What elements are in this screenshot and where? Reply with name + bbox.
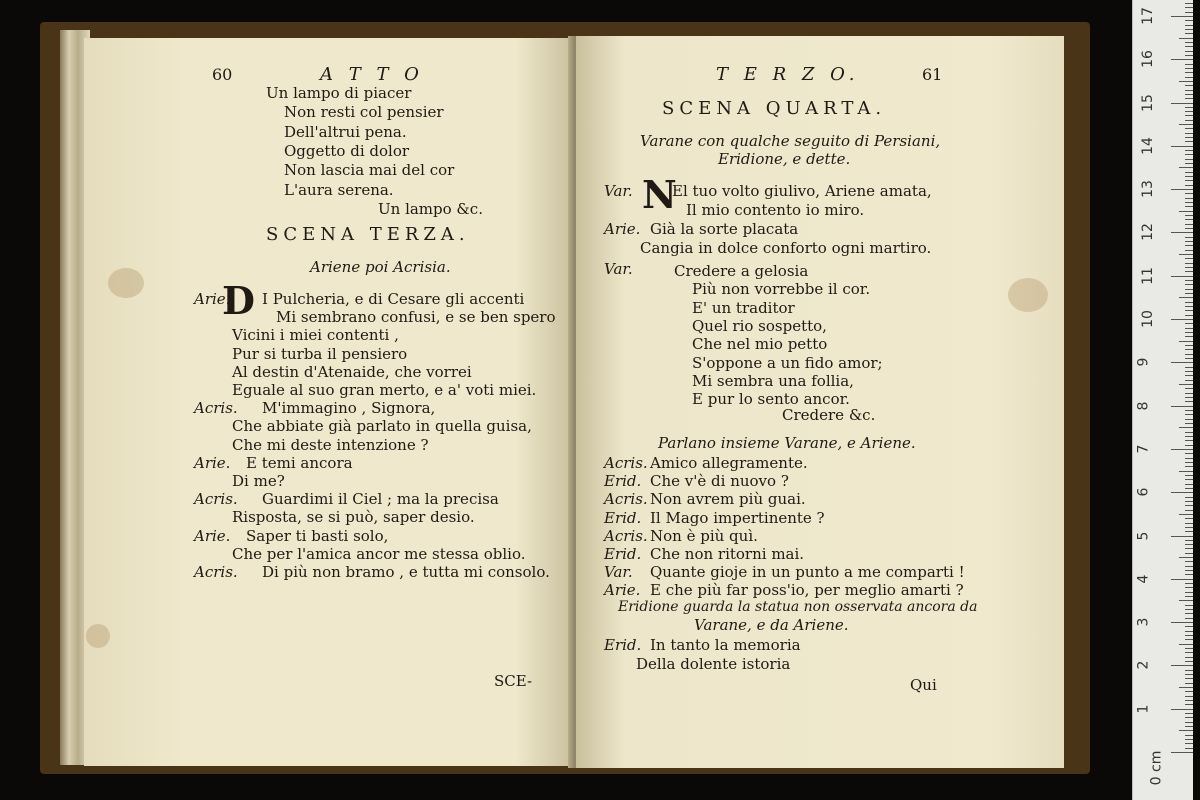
scene-direction: Ariene poi Acrisia.	[310, 258, 451, 276]
ruler-tick	[1185, 475, 1193, 476]
ruler-tick	[1185, 289, 1193, 290]
ruler-tick	[1185, 683, 1193, 684]
dialogue-line: Che per l'amica ancor me stessa oblio.	[232, 544, 526, 563]
ruler-tick	[1185, 401, 1193, 402]
catchword: Qui	[910, 676, 937, 694]
ruler-tick	[1171, 449, 1193, 450]
ruler-number: 5	[1135, 531, 1152, 540]
ruler-tick	[1185, 388, 1193, 389]
ruler-tick	[1185, 661, 1193, 662]
ruler-tick	[1185, 510, 1193, 511]
ruler-tick	[1179, 384, 1193, 385]
ruler-tick	[1185, 371, 1193, 372]
ruler-tick	[1185, 25, 1193, 26]
ruler-tick	[1185, 397, 1193, 398]
ruler-tick	[1185, 523, 1193, 524]
ruler-tick	[1185, 224, 1193, 225]
ruler-tick	[1185, 518, 1193, 519]
ruler-tick	[1185, 605, 1193, 606]
dialogue-line: E temi ancora	[246, 453, 353, 472]
ruler-tick	[1185, 453, 1193, 454]
ruler-tick	[1185, 90, 1193, 91]
ruler-tick	[1171, 276, 1193, 277]
ruler-tick	[1179, 211, 1193, 212]
drop-cap: D	[222, 278, 255, 323]
speaker-label: Arie.	[194, 526, 231, 545]
ruler-tick	[1185, 700, 1193, 701]
dialogue-line: E che più far poss'io, per meglio amarti ?	[650, 581, 964, 600]
ruler-tick	[1185, 613, 1193, 614]
ruler-tick	[1185, 574, 1193, 575]
stage-direction: Parlano insieme Varane, e Ariene.	[658, 434, 916, 452]
ruler-number: 17	[1139, 6, 1156, 25]
scene-direction-line: Eridione, e dette.	[718, 150, 851, 168]
ruler-tick	[1171, 103, 1193, 104]
ruler-tick	[1171, 622, 1193, 623]
running-head: A T T O	[320, 64, 424, 85]
ruler-tick	[1185, 163, 1193, 164]
dialogue-line: Della dolente istoria	[636, 654, 791, 673]
scene-heading: SCENA TERZA.	[266, 224, 470, 245]
ruler-tick	[1171, 752, 1193, 753]
ruler-tick	[1185, 596, 1193, 597]
ruler-tick	[1185, 98, 1193, 99]
ruler-tick	[1185, 185, 1193, 186]
ruler-tick	[1185, 696, 1193, 697]
scene-direction-line: Varane con qualche seguito di Persiani,	[640, 132, 941, 150]
ruler-number: 10	[1139, 310, 1156, 328]
ruler-tick	[1179, 167, 1193, 168]
ruler-tick	[1185, 505, 1193, 506]
ruler-tick	[1185, 587, 1193, 588]
ruler-tick	[1185, 258, 1193, 259]
ruler-tick	[1185, 51, 1193, 52]
ruler-tick	[1179, 687, 1193, 688]
ruler-tick	[1185, 652, 1193, 653]
ruler-tick	[1185, 367, 1193, 368]
ruler-tick	[1185, 592, 1193, 593]
ruler-tick	[1185, 94, 1193, 95]
ruler-tick	[1185, 345, 1193, 346]
ruler-tick	[1179, 471, 1193, 472]
ruler-tick	[1185, 583, 1193, 584]
ruler-number: 15	[1139, 93, 1156, 112]
ruler-tick	[1185, 284, 1193, 285]
ruler-tick	[1179, 427, 1193, 428]
ruler-tick	[1171, 492, 1193, 493]
drop-cap: N	[642, 172, 677, 217]
aria-line: Credere a gelosia	[674, 262, 809, 280]
ruler-tick	[1185, 85, 1193, 86]
ruler-tick	[1185, 120, 1193, 121]
ruler-tick	[1185, 648, 1193, 649]
ruler-tick	[1171, 579, 1193, 580]
ruler-tick	[1185, 540, 1193, 541]
aria-line: E pur lo sento ancor.	[692, 390, 850, 409]
dialogue-line: I Pulcheria, e di Cesare gli accenti	[262, 290, 525, 308]
ruler-number: 16	[1139, 50, 1156, 69]
ruler-tick	[1185, 631, 1193, 632]
ruler-tick	[1185, 176, 1193, 177]
ruler-number: 11	[1139, 266, 1156, 285]
ruler-tick	[1185, 315, 1193, 316]
ruler-tick	[1185, 466, 1193, 467]
ruler-tick	[1185, 484, 1193, 485]
aria-line: Non resti col pensier	[284, 103, 444, 122]
ruler-number: 13	[1139, 180, 1156, 199]
ruler-tick	[1185, 241, 1193, 242]
ruler-number: 6	[1135, 487, 1152, 497]
ruler-tick	[1185, 33, 1193, 34]
ruler-tick	[1185, 77, 1193, 78]
aria-line: S'oppone a un fido amor;	[692, 353, 883, 372]
ruler-tick	[1185, 726, 1193, 727]
speaker-label: Arie.	[194, 453, 231, 472]
aria-line: Oggetto di dolor	[284, 141, 410, 160]
ruler-tick	[1185, 7, 1193, 8]
ruler-tick	[1185, 228, 1193, 229]
page-number: 61	[922, 65, 943, 84]
ruler-tick	[1185, 618, 1193, 619]
aria-line: L'aura serena.	[284, 180, 394, 199]
ruler-tick	[1185, 440, 1193, 441]
speaker-label: Var.	[604, 563, 633, 582]
ruler-tick	[1185, 488, 1193, 489]
dialogue-line: In tanto la memoria	[650, 636, 801, 654]
ruler-tick	[1185, 748, 1193, 749]
ruler-tick	[1185, 3, 1193, 4]
speaker-label: Erid.	[604, 508, 642, 527]
ruler-tick	[1185, 414, 1193, 415]
ruler-number: 8	[1135, 401, 1152, 411]
stage-direction-line: Eridione guarda la statua non osservata ancora da	[618, 599, 978, 615]
ruler-tick	[1185, 349, 1193, 350]
dialogue-line: Risposta, se si può, saper desio.	[232, 508, 475, 527]
ruler-tick	[1185, 445, 1193, 446]
foxing-stain	[1008, 278, 1048, 312]
ruler-tick	[1185, 626, 1193, 627]
ruler-tick	[1185, 202, 1193, 203]
ruler-tick	[1171, 232, 1193, 233]
ruler-number: 2	[1135, 660, 1152, 670]
ruler-tick	[1179, 644, 1193, 645]
dialogue-line: Vicini i miei contenti ,	[232, 326, 399, 345]
ruler-tick	[1185, 501, 1193, 502]
ruler-tick	[1185, 271, 1193, 272]
ruler-tick	[1185, 193, 1193, 194]
ruler-tick	[1185, 436, 1193, 437]
measurement-ruler	[1132, 0, 1193, 800]
ruler-number: 3	[1135, 617, 1152, 627]
ruler-tick	[1185, 206, 1193, 207]
ruler-tick	[1185, 263, 1193, 264]
dialogue-line: Che abbiate già parlato in quella guisa,	[232, 417, 532, 436]
ruler-tick	[1179, 600, 1193, 601]
ruler-tick	[1185, 245, 1193, 246]
ruler-tick	[1185, 704, 1193, 705]
ruler-tick	[1185, 739, 1193, 740]
ruler-tick	[1185, 410, 1193, 411]
ruler-tick	[1185, 219, 1193, 220]
dialogue-line: Che mi deste intenzione ?	[232, 435, 429, 454]
aria-line: Non lascia mai del cor	[284, 161, 455, 180]
ruler-tick	[1185, 419, 1193, 420]
ruler-tick	[1171, 362, 1193, 363]
dialogue-line: El tuo volto giulivo, Ariene amata,	[672, 182, 932, 200]
ruler-tick	[1185, 717, 1193, 718]
dialogue-line: Al destin d'Atenaide, che vorrei	[232, 362, 472, 381]
ruler-tick	[1185, 46, 1193, 47]
aria-refrain: Credere &c.	[782, 406, 876, 424]
ruler-tick	[1185, 302, 1193, 303]
ruler-tick	[1185, 250, 1193, 251]
ruler-tick	[1185, 328, 1193, 329]
foxing-stain	[108, 268, 144, 298]
ruler-tick	[1185, 639, 1193, 640]
speaker-label: Erid.	[604, 545, 642, 563]
ruler-tick	[1185, 107, 1193, 108]
ruler-tick	[1185, 670, 1193, 671]
ruler-tick	[1185, 713, 1193, 714]
right-page	[576, 36, 1064, 768]
dialogue-line: M'immagino , Signora,	[262, 399, 436, 418]
speaker-label: Acris.	[604, 490, 648, 509]
speaker-label: Erid.	[604, 636, 642, 654]
ruler-tick	[1185, 358, 1193, 359]
foxing-stain	[86, 624, 110, 648]
ruler-tick	[1185, 527, 1193, 528]
ruler-tick	[1185, 380, 1193, 381]
ruler-tick	[1179, 297, 1193, 298]
ruler-tick	[1185, 735, 1193, 736]
ruler-tick	[1179, 38, 1193, 39]
ruler-tick	[1185, 68, 1193, 69]
ruler-tick	[1179, 254, 1193, 255]
speaker-label: Acris.	[604, 526, 648, 545]
aria-refrain: Un lampo &c.	[378, 200, 483, 218]
ruler-tick	[1185, 570, 1193, 571]
ruler-tick	[1171, 146, 1193, 147]
dialogue-line: Il mio contento io miro.	[686, 201, 865, 219]
dialogue-line: Che non ritorni mai.	[650, 545, 805, 563]
ruler-tick	[1185, 55, 1193, 56]
ruler-tick	[1171, 536, 1193, 537]
ruler-tick	[1185, 691, 1193, 692]
dialogue-line: Amico allegramente.	[650, 454, 808, 472]
speaker-label: Var.	[604, 182, 633, 200]
aria-line: Dell'altrui pena.	[284, 122, 407, 141]
speaker-label: Acris.	[194, 490, 238, 509]
ruler-tick	[1185, 544, 1193, 545]
speaker-label: Acris.	[194, 563, 238, 581]
ruler-tick	[1185, 42, 1193, 43]
aria-line: Più non vorrebbe il cor.	[692, 280, 871, 299]
ruler-tick	[1185, 462, 1193, 463]
ruler-tick	[1185, 566, 1193, 567]
ruler-number: 4	[1135, 574, 1152, 584]
ruler-tick	[1185, 678, 1193, 679]
ruler-tick	[1179, 81, 1193, 82]
ruler-tick	[1185, 237, 1193, 238]
ruler-tick	[1185, 180, 1193, 181]
ruler-number: 7	[1135, 444, 1152, 454]
ruler-tick	[1185, 393, 1193, 394]
aria-line: Un lampo di piacer	[266, 84, 412, 102]
ruler-tick	[1185, 306, 1193, 307]
ruler-number: 1	[1135, 704, 1152, 714]
ruler-tick	[1185, 29, 1193, 30]
speaker-label: Arie.	[194, 290, 231, 308]
dialogue-line: Già la sorte placata	[650, 220, 799, 238]
stage-direction-line: Varane, e da Ariene.	[694, 616, 849, 634]
page-number: 60	[212, 65, 233, 84]
ruler-tick	[1185, 280, 1193, 281]
ruler-tick	[1185, 432, 1193, 433]
ruler-tick	[1171, 319, 1193, 320]
ruler-tick	[1185, 657, 1193, 658]
ruler-unit-label: 0 cm	[1148, 750, 1165, 786]
ruler-tick	[1185, 609, 1193, 610]
ruler-tick	[1185, 159, 1193, 160]
ruler-tick	[1185, 198, 1193, 199]
ruler-tick	[1185, 64, 1193, 65]
catchword: SCE-	[494, 672, 533, 690]
ruler-tick	[1185, 458, 1193, 459]
ruler-tick	[1179, 514, 1193, 515]
speaker-label: Acris.	[194, 399, 238, 418]
ruler-tick	[1185, 423, 1193, 424]
ruler-tick	[1185, 72, 1193, 73]
ruler-tick	[1185, 20, 1193, 21]
ruler-tick	[1185, 332, 1193, 333]
dialogue-line: Pur si turba il pensiero	[232, 344, 408, 363]
ruler-tick	[1185, 150, 1193, 151]
ruler-tick	[1185, 553, 1193, 554]
ruler-tick	[1185, 115, 1193, 116]
ruler-tick	[1185, 310, 1193, 311]
ruler-tick	[1185, 323, 1193, 324]
speaker-label: Var.	[604, 260, 633, 278]
speaker-label: Erid.	[604, 472, 642, 491]
dialogue-line: Cangia in dolce conforto ogni martiro.	[640, 239, 932, 257]
ruler-tick	[1185, 172, 1193, 173]
ruler-tick	[1185, 154, 1193, 155]
ruler-tick	[1185, 128, 1193, 129]
dialogue-line: Di me?	[232, 472, 285, 490]
ruler-tick	[1185, 354, 1193, 355]
ruler-tick	[1185, 137, 1193, 138]
dialogue-line: Eguale al suo gran merto, e a' voti miei.	[232, 381, 537, 399]
dialogue-line: Non è più quì.	[650, 526, 758, 545]
ruler-tick	[1185, 215, 1193, 216]
ruler-tick	[1185, 531, 1193, 532]
ruler-tick	[1185, 479, 1193, 480]
ruler-tick	[1179, 557, 1193, 558]
aria-line: Mi sembra una follia,	[692, 371, 854, 390]
ruler-number: 14	[1139, 136, 1156, 155]
ruler-tick	[1179, 341, 1193, 342]
dialogue-line: Che v'è di nuovo ?	[650, 472, 789, 491]
ruler-tick	[1171, 406, 1193, 407]
ruler-tick	[1185, 743, 1193, 744]
ruler-tick	[1185, 267, 1193, 268]
speaker-label: Acris.	[604, 454, 648, 472]
ruler-tick	[1179, 124, 1193, 125]
dialogue-line: Saper ti basti solo,	[246, 526, 389, 545]
ruler-tick	[1185, 497, 1193, 498]
ruler-tick	[1171, 665, 1193, 666]
dialogue-line: Quante gioje in un punto a me comparti !	[650, 563, 965, 582]
ruler-tick	[1179, 730, 1193, 731]
speaker-label: Arie.	[604, 220, 641, 238]
ruler-tick	[1185, 561, 1193, 562]
speaker-label: Arie.	[604, 581, 641, 600]
aria-line: Che nel mio petto	[692, 335, 828, 354]
ruler-tick	[1185, 111, 1193, 112]
ruler-number: 9	[1135, 357, 1152, 367]
ruler-tick	[1171, 709, 1193, 710]
dialogue-line: Non avrem più guai.	[650, 490, 806, 509]
ruler-tick	[1171, 189, 1193, 190]
ruler-tick	[1171, 16, 1193, 17]
ruler-tick	[1185, 635, 1193, 636]
dialogue-line: Il Mago impertinente ?	[650, 508, 825, 527]
dialogue-line: Guardimi il Ciel ; ma la precisa	[262, 490, 499, 509]
ruler-tick	[1185, 674, 1193, 675]
ruler-tick	[1185, 548, 1193, 549]
ruler-tick	[1185, 141, 1193, 142]
ruler-number: 12	[1139, 223, 1156, 242]
ruler-tick	[1185, 293, 1193, 294]
dialogue-line: Mi sembrano confusi, e se ben spero	[276, 308, 556, 327]
aria-line: Quel rio sospetto,	[692, 316, 827, 335]
scene-heading: SCENA QUARTA.	[662, 98, 887, 119]
ruler-tick	[1185, 12, 1193, 13]
left-page	[84, 38, 574, 766]
ruler-tick	[1185, 375, 1193, 376]
ruler-tick	[1185, 722, 1193, 723]
ruler-tick	[1185, 133, 1193, 134]
dialogue-line: Di più non bramo , e tutta mi consolo.	[262, 563, 550, 581]
running-head: T E R Z O.	[716, 64, 860, 85]
ruler-tick	[1185, 336, 1193, 337]
ruler-tick	[1171, 59, 1193, 60]
aria-line: E' un traditor	[692, 298, 795, 317]
